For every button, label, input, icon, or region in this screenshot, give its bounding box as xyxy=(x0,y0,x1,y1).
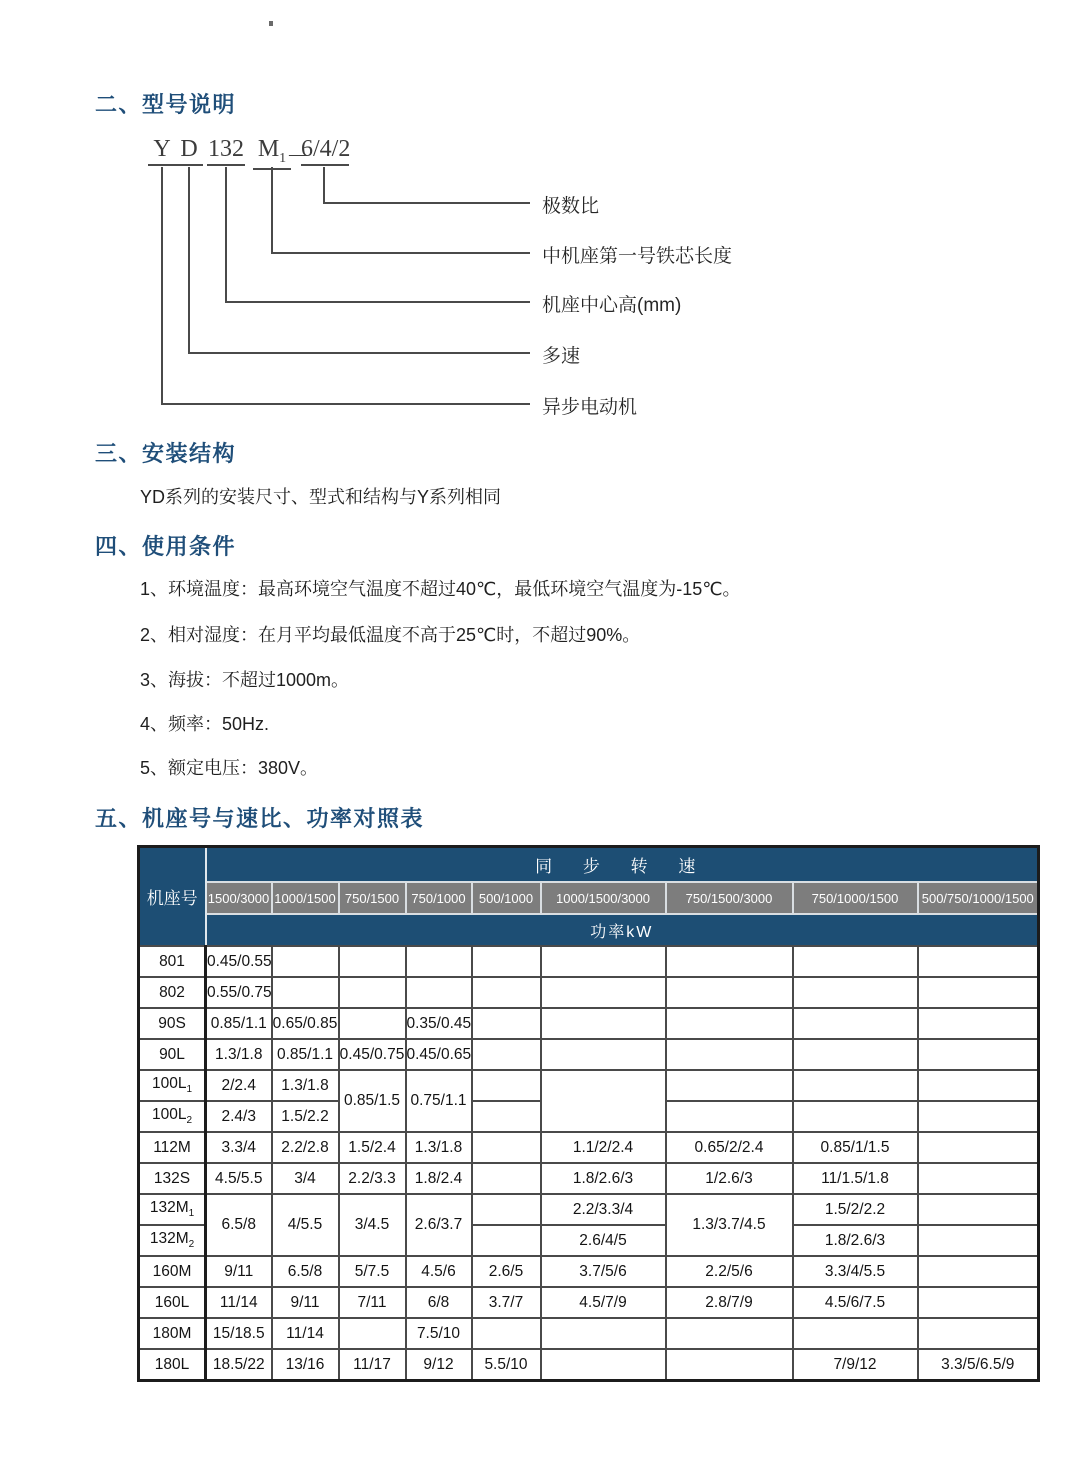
power-cell xyxy=(918,1256,1039,1287)
callout-rule-frame-height xyxy=(225,301,530,303)
power-cell: 3.7/7 xyxy=(472,1287,541,1318)
sync-speed-header: 同 步 转 速 xyxy=(206,847,1039,883)
power-cell: 0.85/1/1.5 xyxy=(793,1132,918,1163)
model-code-async: Y xyxy=(148,136,176,166)
callout-line-frame-height xyxy=(225,167,227,302)
power-cell xyxy=(666,1039,793,1070)
power-cell: 9/11 xyxy=(272,1287,339,1318)
table-row xyxy=(139,1008,1039,1039)
power-cell xyxy=(339,977,406,1008)
table-row xyxy=(139,1132,1039,1163)
table-row xyxy=(139,1287,1039,1318)
power-cell: 2.6/3.7 xyxy=(406,1194,472,1256)
power-cell: 0.85/1.1 xyxy=(206,1008,272,1039)
callout-rule-multispeed xyxy=(188,352,530,354)
frame-size-cell: $100L_2$ xyxy=(139,1101,206,1132)
condition-item-3: 3、海拔：不超过1000m。 xyxy=(140,670,350,690)
power-cell xyxy=(918,1008,1039,1039)
speed-col-header: 750/1000/1500 xyxy=(793,882,918,914)
power-cell xyxy=(666,977,793,1008)
power-cell xyxy=(793,1039,918,1070)
power-cell: 2.6/5 xyxy=(472,1256,541,1287)
model-code-core-letter: M xyxy=(257,136,280,162)
power-cell: 2.2/5/6 xyxy=(666,1256,793,1287)
power-cell: 0.35/0.45 xyxy=(406,1008,472,1039)
power-cell: 1.5/2.4 xyxy=(339,1132,406,1163)
power-cell xyxy=(472,1163,541,1194)
callout-rule-pole-ratio xyxy=(323,202,530,204)
speed-col-header: 750/1500/3000 xyxy=(666,882,793,914)
power-cell: 0.85/1.5 xyxy=(339,1070,406,1132)
label-core-length: 中机座第一号铁芯长度 xyxy=(542,246,733,267)
power-cell: 0.85/1.1 xyxy=(272,1039,339,1070)
power-cell: 0.45/0.65 xyxy=(406,1039,472,1070)
table-row xyxy=(139,1070,1039,1101)
speed-col-header: 1000/1500 xyxy=(272,882,339,914)
power-cell xyxy=(793,1070,918,1101)
condition-item-5: 5、额定电压：380V。 xyxy=(140,758,319,778)
speed-col-header: 750/1000 xyxy=(406,882,472,914)
power-cell: 1.8/2.6/3 xyxy=(541,1163,666,1194)
condition-item-1: 1、环境温度：最高环境空气温度不超过40℃，最低环境空气温度为-15℃。 xyxy=(140,579,741,599)
power-cell: 0.45/0.75 xyxy=(339,1039,406,1070)
power-cell: 2.8/7/9 xyxy=(666,1287,793,1318)
power-cell: 3.3/4 xyxy=(206,1132,272,1163)
power-cell: 1.5/2.2 xyxy=(272,1101,339,1132)
power-cell xyxy=(666,1349,793,1381)
speed-col-header: 500/750/1000/1500 xyxy=(918,882,1039,914)
power-cell: 1.1/2/2.4 xyxy=(541,1132,666,1163)
power-cell: 0.55/0.75 xyxy=(206,977,272,1008)
power-cell: 2/2.4 xyxy=(206,1070,272,1101)
power-cell xyxy=(472,1039,541,1070)
header-row-group xyxy=(139,847,1039,883)
power-cell: 1.5/2/2.2 xyxy=(793,1194,918,1225)
frame-size-cell: $132M_2$ xyxy=(139,1225,206,1256)
power-cell xyxy=(666,946,793,977)
power-cell: 2.6/4/5 xyxy=(541,1225,666,1256)
power-cell xyxy=(793,977,918,1008)
frame-size-cell: 160M xyxy=(139,1256,206,1287)
power-cell xyxy=(272,977,339,1008)
power-cell: 2.2/2.8 xyxy=(272,1132,339,1163)
frame-size-cell: $132M_1$ xyxy=(139,1194,206,1225)
power-cell: 7/9/12 xyxy=(793,1349,918,1381)
power-cell xyxy=(918,1163,1039,1194)
power-cell xyxy=(472,1008,541,1039)
frame-size-cell: 801 xyxy=(139,946,206,977)
frame-size-cell: 180M xyxy=(139,1318,206,1349)
power-cell: 0.65/2/2.4 xyxy=(666,1132,793,1163)
callout-line-pole-ratio xyxy=(323,167,325,203)
label-multispeed: 多速 xyxy=(542,346,581,367)
frame-size-cell: 180L xyxy=(139,1349,206,1381)
table-row xyxy=(139,1256,1039,1287)
power-cell xyxy=(918,977,1039,1008)
power-cell xyxy=(472,1318,541,1349)
condition-item-2: 2、相对湿度：在月平均最低温度不高于25℃时，不超过90%。 xyxy=(140,625,641,645)
header-row-speeds xyxy=(139,882,1039,914)
table-row xyxy=(139,1039,1039,1070)
power-cell xyxy=(406,946,472,977)
power-cell: 3/4.5 xyxy=(339,1194,406,1256)
power-cell xyxy=(472,1225,541,1256)
power-cell xyxy=(918,1287,1039,1318)
model-code-pole-ratio: 6/4/2 xyxy=(301,136,349,166)
power-cell: 11/14 xyxy=(272,1318,339,1349)
power-cell: 4.5/7/9 xyxy=(541,1287,666,1318)
power-cell: 15/18.5 xyxy=(206,1318,272,1349)
power-cell: 2.2/3.3 xyxy=(339,1163,406,1194)
power-cell: 13/16 xyxy=(272,1349,339,1381)
power-cell xyxy=(472,1194,541,1225)
power-cell xyxy=(472,1070,541,1101)
power-cell xyxy=(339,1318,406,1349)
model-code-core-subscript: 1 xyxy=(279,150,287,166)
power-cell: 1.8/2.6/3 xyxy=(793,1225,918,1256)
section-3-body: YD系列的安装尺寸、型式和结构与Y系列相同 xyxy=(140,487,502,507)
power-cell: 6.5/8 xyxy=(272,1256,339,1287)
frame-size-cell: $100L_1$ xyxy=(139,1070,206,1101)
callout-line-async xyxy=(161,167,163,404)
scan-speck xyxy=(269,21,273,26)
frame-size-cell: 160L xyxy=(139,1287,206,1318)
power-cell xyxy=(541,946,666,977)
power-cell: 4.5/6/7.5 xyxy=(793,1287,918,1318)
power-cell: 4.5/5.5 xyxy=(206,1163,272,1194)
section-4-title: 四、使用条件 xyxy=(95,534,237,559)
power-cell: 0.75/1.1 xyxy=(406,1070,472,1132)
speed-col-header: 1000/1500/3000 xyxy=(541,882,666,914)
power-kw-header: 功率kW xyxy=(206,914,1039,946)
power-cell: 5.5/10 xyxy=(472,1349,541,1381)
frame-size-cell: 132S xyxy=(139,1163,206,1194)
power-cell xyxy=(339,1008,406,1039)
power-cell xyxy=(918,1194,1039,1225)
power-cell xyxy=(918,1039,1039,1070)
power-cell xyxy=(918,1132,1039,1163)
power-table-container xyxy=(137,845,1040,1382)
power-cell: 0.65/0.85 xyxy=(272,1008,339,1039)
power-cell: 7.5/10 xyxy=(406,1318,472,1349)
power-cell xyxy=(541,1318,666,1349)
speed-col-header: 1500/3000 xyxy=(206,882,272,914)
power-cell xyxy=(666,1070,793,1101)
frame-number-header: 机座号 xyxy=(139,847,206,947)
model-code-dash: － xyxy=(286,144,310,170)
power-cell: 3/4 xyxy=(272,1163,339,1194)
power-cell: 2.2/3.3/4 xyxy=(541,1194,666,1225)
callout-rule-core-length xyxy=(271,252,530,254)
power-cell: 1.8/2.4 xyxy=(406,1163,472,1194)
power-cell: 3.7/5/6 xyxy=(541,1256,666,1287)
label-async: 异步电动机 xyxy=(542,397,638,418)
callout-line-core-length xyxy=(271,167,273,253)
power-cell: 18.5/22 xyxy=(206,1349,272,1381)
power-cell xyxy=(541,1039,666,1070)
power-cell: 2.4/3 xyxy=(206,1101,272,1132)
table-row xyxy=(139,1163,1039,1194)
power-cell xyxy=(272,946,339,977)
frame-size-cell: 90L xyxy=(139,1039,206,1070)
table-row xyxy=(139,1194,1039,1225)
power-cell xyxy=(666,1318,793,1349)
power-cell: 4/5.5 xyxy=(272,1194,339,1256)
power-cell xyxy=(793,946,918,977)
table-row xyxy=(139,1349,1039,1381)
power-cell xyxy=(793,1318,918,1349)
power-cell xyxy=(793,1101,918,1132)
power-cell xyxy=(918,946,1039,977)
power-cell: 3.3/5/6.5/9 xyxy=(918,1349,1039,1381)
frame-size-cell: 90S xyxy=(139,1008,206,1039)
power-cell xyxy=(793,1008,918,1039)
power-cell: 1.3/1.8 xyxy=(206,1039,272,1070)
callout-rule-async xyxy=(161,403,530,405)
table-row xyxy=(139,977,1039,1008)
power-cell: 11/1.5/1.8 xyxy=(793,1163,918,1194)
power-cell: 11/14 xyxy=(206,1287,272,1318)
power-cell: 11/17 xyxy=(339,1349,406,1381)
frame-size-cell: 112M xyxy=(139,1132,206,1163)
power-cell: 1.3/1.8 xyxy=(406,1132,472,1163)
label-frame-height: 机座中心高(mm) xyxy=(542,295,682,316)
power-cell: 3.3/4/5.5 xyxy=(793,1256,918,1287)
power-cell xyxy=(918,1318,1039,1349)
model-code-multispeed: D xyxy=(175,136,203,166)
power-cell: 7/11 xyxy=(339,1287,406,1318)
section-3-title: 三、安装结构 xyxy=(95,441,237,466)
power-cell xyxy=(918,1070,1039,1101)
power-cell: 1.3/1.8 xyxy=(272,1070,339,1101)
power-cell xyxy=(406,977,472,1008)
power-cell xyxy=(339,946,406,977)
header-row-power xyxy=(139,914,1039,946)
power-cell xyxy=(541,1070,666,1132)
speed-col-header: 500/1000 xyxy=(472,882,541,914)
condition-item-4: 4、频率：50Hz. xyxy=(140,714,270,734)
power-cell xyxy=(472,946,541,977)
table-row xyxy=(139,946,1039,977)
section-2-title: 二、型号说明 xyxy=(95,92,237,117)
model-code-frame-height: 132 xyxy=(207,136,245,166)
frame-size-cell: 802 xyxy=(139,977,206,1008)
power-cell xyxy=(472,1101,541,1132)
power-comparison-table xyxy=(137,845,1040,1382)
power-cell: 4.5/6 xyxy=(406,1256,472,1287)
power-cell xyxy=(541,977,666,1008)
power-cell xyxy=(541,1008,666,1039)
power-cell xyxy=(918,1225,1039,1256)
power-cell: 1/2.6/3 xyxy=(666,1163,793,1194)
power-cell xyxy=(541,1349,666,1381)
power-cell: 6/8 xyxy=(406,1287,472,1318)
power-cell xyxy=(666,1008,793,1039)
label-pole-ratio: 极数比 xyxy=(542,196,600,217)
power-cell: 6.5/8 xyxy=(206,1194,272,1256)
table-row xyxy=(139,1318,1039,1349)
power-cell: 5/7.5 xyxy=(339,1256,406,1287)
power-cell: 9/12 xyxy=(406,1349,472,1381)
power-cell: 9/11 xyxy=(206,1256,272,1287)
power-cell xyxy=(472,1132,541,1163)
power-cell: 0.45/0.55 xyxy=(206,946,272,977)
callout-line-multispeed xyxy=(188,167,190,353)
section-5-title: 五、机座号与速比、功率对照表 xyxy=(95,806,425,831)
power-cell xyxy=(472,977,541,1008)
speed-col-header: 750/1500 xyxy=(339,882,406,914)
power-cell xyxy=(666,1101,793,1132)
power-cell: 1.3/3.7/4.5 xyxy=(666,1194,793,1256)
power-cell xyxy=(918,1101,1039,1132)
